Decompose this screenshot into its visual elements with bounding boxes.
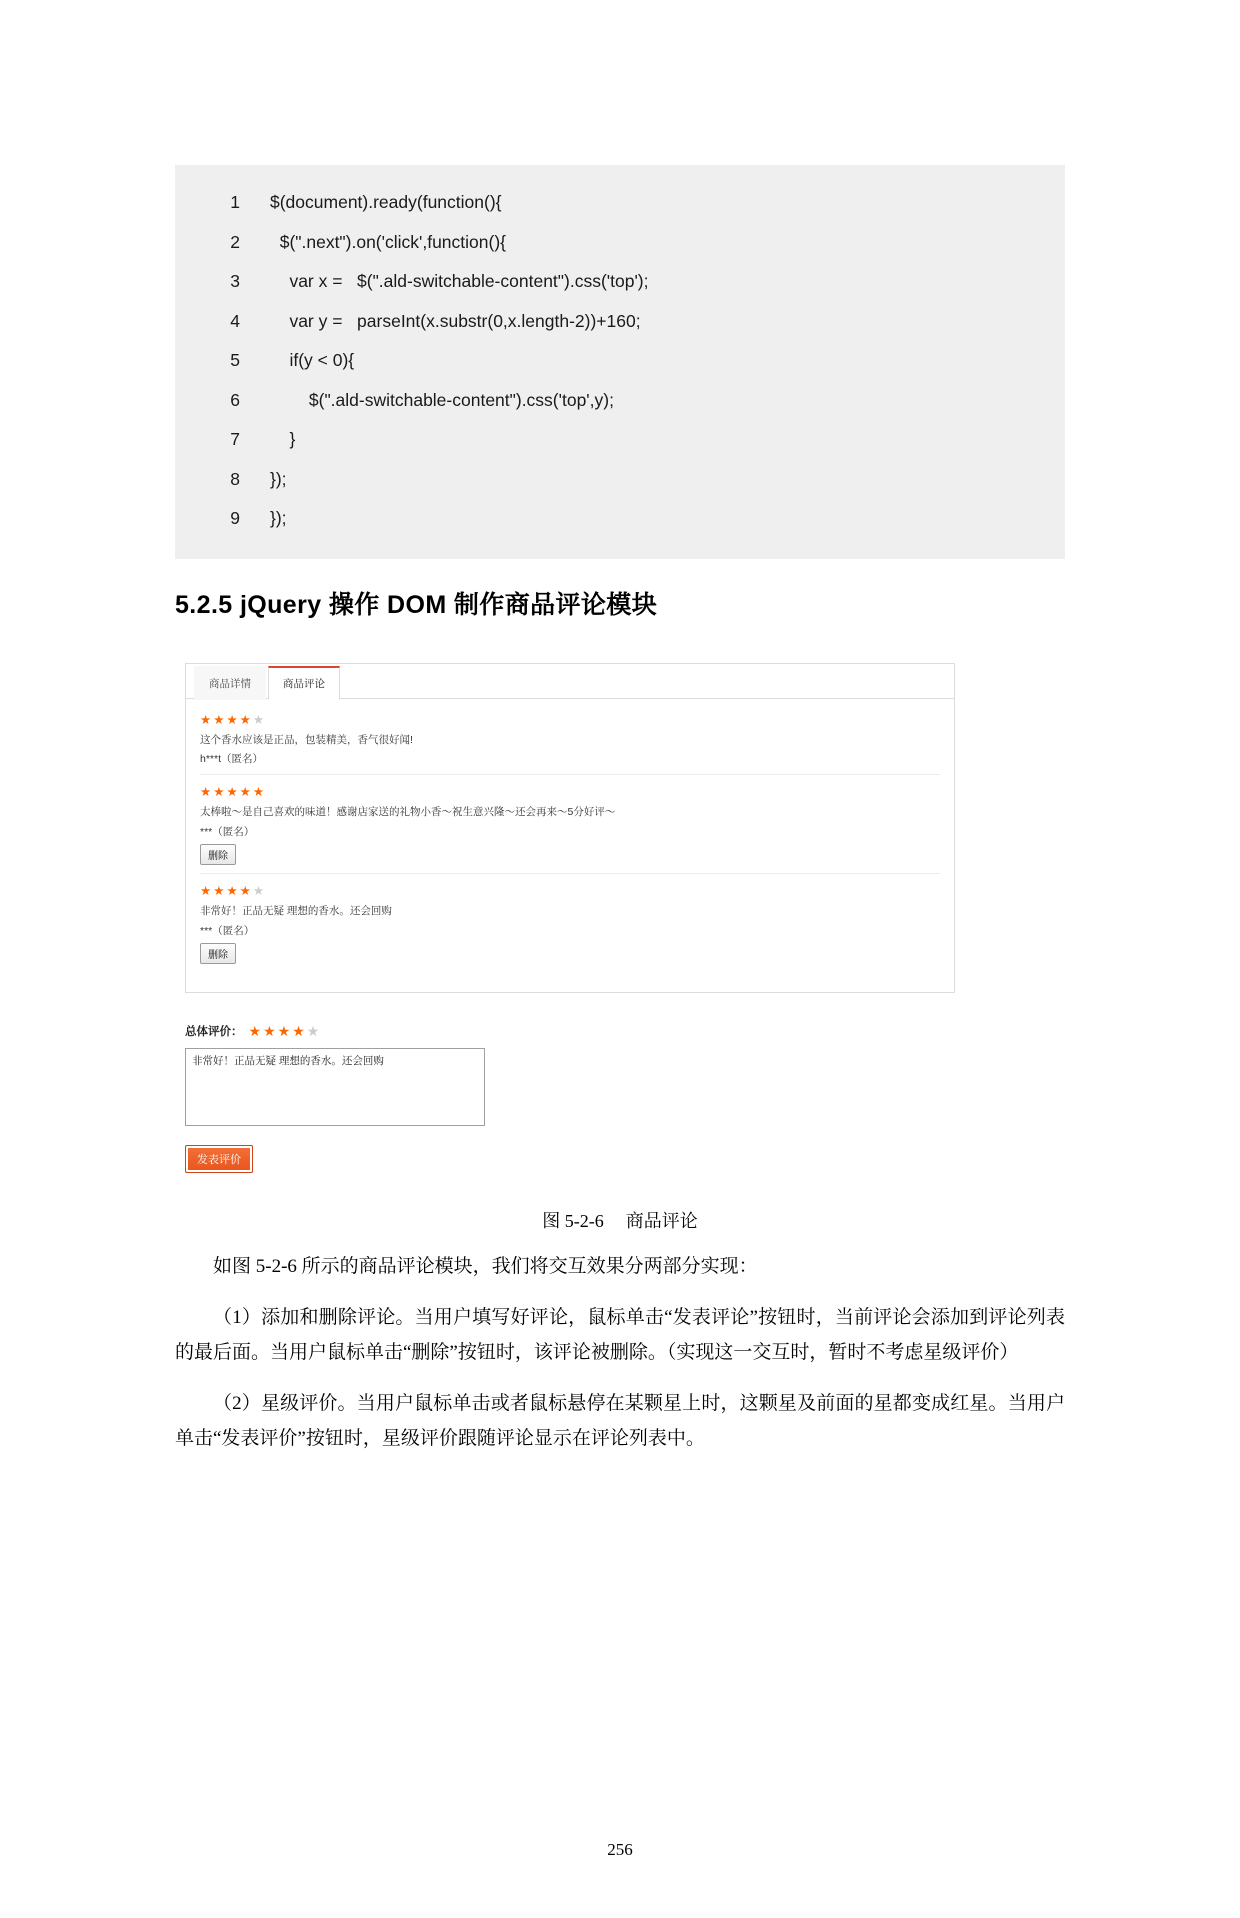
- comment-input[interactable]: [185, 1048, 485, 1126]
- figure-screenshot: [185, 663, 975, 1173]
- figure-caption: [175, 1207, 1065, 1233]
- code-line: [175, 183, 1065, 223]
- tab-bar: [186, 664, 954, 699]
- code-line-text: $(".ald-switchable-content").css('top',y);: [270, 389, 614, 410]
- code-line: [175, 499, 1065, 539]
- code-line-text: $(document).ready(function(){: [270, 192, 502, 212]
- review-text: 非常好！正品无疑 理想的香水。还会回购: [200, 905, 392, 917]
- code-line-number: 6: [230, 389, 240, 410]
- code-line-number: 2: [230, 231, 240, 252]
- code-line-text: if(y < 0){: [270, 350, 355, 370]
- review-user: h***t（匿名）: [200, 753, 264, 766]
- code-line: [175, 381, 1065, 421]
- overall-rating-label: 总体评价：: [185, 1026, 243, 1039]
- code-line-text: var y = parseInt(x.substr(0,x.length-2))+160;: [270, 310, 641, 331]
- paragraph-3: （2）星级评价。当用户鼠标单击或者鼠标悬停在某颗星上时，这颗星及前面的星都变成红星。当用户单击“发表评价”按钮时，星级评价跟随评论显示在评论列表中。: [175, 1392, 1065, 1450]
- code-line: [175, 302, 1065, 342]
- figure-number: 图 5-2-6: [542, 1210, 604, 1231]
- figure-title: 商品评论: [625, 1210, 698, 1231]
- list-item: [200, 880, 940, 972]
- review-text: 太棒啦～是自己喜欢的味道！感谢店家送的礼物小香～祝生意兴隆～还会再来～5分好评～: [200, 806, 616, 819]
- star-rating: ★★★★★: [200, 785, 267, 800]
- code-line-text: $(".next").on('click',function(){: [270, 231, 506, 252]
- tab-product-detail[interactable]: 商品详情: [194, 666, 266, 700]
- list-item: [200, 781, 940, 874]
- review-user: ***（匿名）: [200, 826, 255, 838]
- code-line-number: 8: [230, 468, 240, 489]
- code-line-text: var x = $(".ald-switchable-content").css('top');: [270, 271, 649, 291]
- paragraph-1: 如图 5-2-6 所示的商品评论模块，我们将交互效果分两部分实现：: [213, 1255, 758, 1277]
- review-text: 这个香水应该是正品，包装精美，香气很好闻!: [200, 733, 413, 746]
- tab-product-reviews[interactable]: 商品评论: [268, 666, 340, 700]
- document-page: [0, 165, 1240, 1918]
- code-line-number: 3: [230, 271, 240, 291]
- code-line-text: }: [270, 429, 296, 449]
- delete-button[interactable]: 删除: [200, 943, 236, 964]
- code-line-number: 1: [230, 192, 240, 212]
- section-heading: 5.2.5 jQuery 操作 DOM 制作商品评论模块: [175, 590, 658, 619]
- code-line: [175, 420, 1065, 460]
- code-block: [175, 165, 1065, 559]
- code-line-number: 9: [230, 508, 240, 528]
- code-line-text: });: [270, 508, 287, 528]
- delete-button[interactable]: 删除: [200, 844, 236, 865]
- code-line-number: 5: [230, 350, 240, 370]
- code-line-number: 4: [230, 310, 240, 331]
- review-list: [186, 699, 954, 992]
- submit-review-button[interactable]: 发表评价: [185, 1145, 253, 1173]
- code-line: [175, 341, 1065, 381]
- code-line: [175, 262, 1065, 302]
- overall-rating-row: [185, 1023, 975, 1040]
- paragraph-2: （1）添加和删除评论。当用户填写好评论，鼠标单击“发表评论”按钮时，当前评论会添加到评论列表的最后面。当用户鼠标单击“删除”按钮时，该评论被删除。（实现这一交互时，暂时不考虑星级评价）: [175, 1306, 1065, 1363]
- star-rating: ★★★★★: [200, 884, 267, 898]
- code-line-number: 7: [230, 429, 240, 449]
- page-number: 256: [607, 1840, 633, 1859]
- star-rating: ★★★★★: [200, 712, 267, 727]
- list-item: [200, 709, 940, 776]
- code-line-text: });: [270, 468, 287, 489]
- review-user: ***（匿名）: [200, 924, 255, 937]
- overall-star-rating[interactable]: ★★★★★: [248, 1022, 322, 1039]
- code-line: [175, 223, 1065, 263]
- code-line: [175, 460, 1065, 500]
- review-module: [185, 663, 955, 993]
